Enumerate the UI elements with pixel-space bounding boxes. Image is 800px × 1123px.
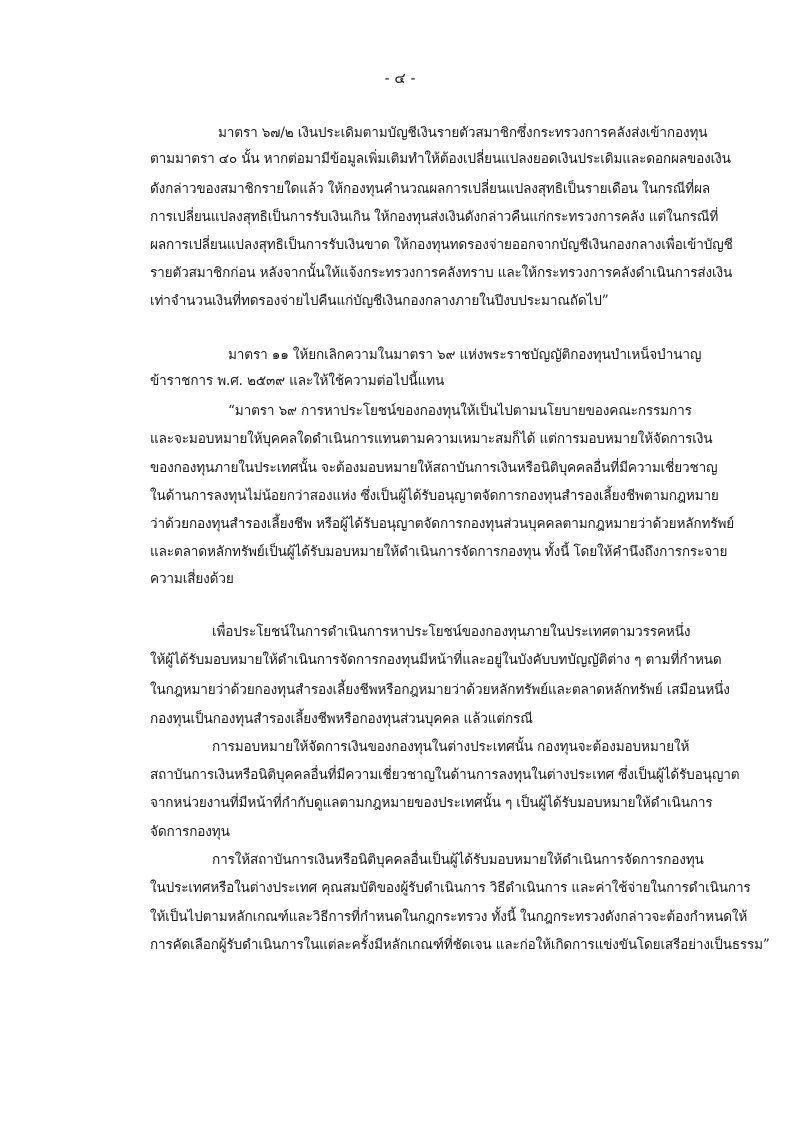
text-line: ในประเทศหรือในต่างประเทศ คุณสมบัติของผู้รับดำเนินการ วิธีดำเนินการ และค่าใช้จ่ายในการดำเนินการ bbox=[150, 880, 751, 896]
text-line: ผลการเปลี่ยนแปลงสุทธิเป็นการรับเงินขาด ให้กองทุนทดรองจ่ายออกจากบัญชีเงินกองกลางเพื่อเข้าบัญชี bbox=[150, 237, 733, 253]
text-line: ให้เป็นไปตามหลักเกณฑ์และวิธีการที่กำหนดในกฎกระทรวง ทั้งนี้ ในกฎกระทรวงดังกล่าวจะต้องกำหนดให้ bbox=[150, 909, 748, 925]
text-line: การมอบหมายให้จัดการเงินของกองทุนในต่างประเทศนั้น กองทุนจะต้องมอบหมายให้ bbox=[212, 739, 690, 755]
page-number: - ๔ - bbox=[384, 69, 416, 87]
text-line: และจะมอบหมายให้บุคคลใดดำเนินการแทนตามความเหมาะสมก็ได้ แต่การมอบหมายให้จัดการเงิน bbox=[150, 431, 713, 447]
text-line: เพื่อประโยชน์ในการดำเนินการหาประโยชน์ของกองทุนภายในประเทศตามวรรคหนึ่ง bbox=[212, 624, 691, 640]
text-line: “มาตรา ๖๙ การหาประโยชน์ของกองทุนให้เป็นไปตามนโยบายของคณะกรรมการ bbox=[228, 403, 692, 419]
text-line: มาตรา ๖๗/๒ เงินประเดิมตามบัญชีเงินรายตัวสมาชิกซึ่งกระทรวงการคลังส่งเข้ากองทุน bbox=[218, 125, 708, 141]
text-line: และตลาดหลักทรัพย์เป็นผู้ได้รับมอบหมายให้ดำเนินการจัดการกองทุน ทั้งนี้ โดยให้คำนึงถึงการกระจาย bbox=[150, 544, 728, 560]
text-line: ในด้านการลงทุนไม่น้อยกว่าสองแห่ง ซึ่งเป็นผู้ได้รับอนุญาตจัดการกองทุนสำรองเลี้ยงชีพตามกฎหมาย bbox=[150, 488, 719, 504]
text-line: เท่าจำนวนเงินที่ทดรองจ่ายไปคืนแก่บัญชีเงินกองกลางภายในปีงบประมาณถัดไป” bbox=[150, 293, 609, 309]
text-line: ดังกล่าวของสมาชิกรายใดแล้ว ให้กองทุนคำนวณผลการเปลี่ยนแปลงสุทธิเป็นรายเดือน ในกรณีที่ผล bbox=[150, 181, 711, 197]
text-line: ของกองทุนภายในประเทศนั้น จะต้องมอบหมายให้สถาบันการเงินหรือนิติบุคคลอื่นที่มีความเชี่ยวชาญ bbox=[150, 460, 718, 476]
text-line: การให้สถาบันการเงินหรือนิติบุคคลอื่นเป็นผู้ได้รับมอบหมายให้ดำเนินการจัดการกองทุน bbox=[212, 852, 704, 868]
text-line: สถาบันการเงินหรือนิติบุคคลอื่นที่มีความเชี่ยวชาญในด้านการลงทุนในต่างประเทศ ซึ่งเป็นผู้ได้รับอนุญาต bbox=[150, 767, 740, 783]
text-line: รายตัวสมาชิกก่อน หลังจากนั้นให้แจ้งกระทรวงการคลังทราบ และให้กระทรวงการคลังดำเนินการส่งเงิน bbox=[150, 265, 733, 281]
text-line: ตามมาตรา ๔๐ นั้น หากต่อมามีข้อมูลเพิ่มเติมทำให้ต้องเปลี่ยนแปลงยอดเงินประเดิมและดอกผลของเงิน bbox=[150, 151, 731, 167]
text-line: การคัดเลือกผู้รับดำเนินการในแต่ละครั้งมีหลักเกณฑ์ที่ชัดเจน และก่อให้เกิดการแข่งขันโดยเสรีอย่างเป็นธรรม” bbox=[150, 937, 770, 953]
text-line: ข้าราชการ พ.ศ. ๒๕๓๙ และให้ใช้ความต่อไปนี้แทน bbox=[150, 373, 445, 389]
text-line: ให้ผู้ได้รับมอบหมายให้ดำเนินการจัดการกองทุนมีหน้าที่และอยู่ในบังคับบทบัญญัติต่าง ๆ ตามที่กำหนด bbox=[150, 652, 722, 668]
text-line: ในกฎหมายว่าด้วยกองทุนสำรองเลี้ยงชีพหรือกฎหมายว่าด้วยหลักทรัพย์และตลาดหลักทรัพย์ เสมือนหนึ่ง bbox=[150, 682, 730, 698]
text-line: การเปลี่ยนแปลงสุทธิเป็นการรับเงินเกิน ให้กองทุนส่งเงินดังกล่าวคืนแก่กระทรวงการคลัง แต่ในกรณีที่ bbox=[150, 209, 719, 225]
text-line: มาตรา ๑๑ ให้ยกเลิกความในมาตรา ๖๙ แห่งพระราชบัญญัติกองทุนบำเหน็จบำนาญ bbox=[228, 347, 702, 363]
text-line: จากหน่วยงานที่มีหน้าที่กำกับดูแลตามกฎหมายของประเทศนั้น ๆ เป็นผู้ได้รับมอบหมายให้ดำเนินการ bbox=[150, 795, 713, 811]
text-line: ว่าด้วยกองทุนสำรองเลี้ยงชีพ หรือผู้ได้รับอนุญาตจัดการกองทุนส่วนบุคคลตามกฎหมายว่าด้วยหลักทรัพย์ bbox=[150, 516, 735, 532]
text-line: กองทุนเป็นกองทุนสำรองเลี้ยงชีพหรือกองทุนส่วนบุคคล แล้วแต่กรณี bbox=[150, 711, 533, 727]
text-line: ความเสี่ยงด้วย bbox=[150, 571, 234, 587]
text-line: จัดการกองทุน bbox=[150, 824, 230, 840]
